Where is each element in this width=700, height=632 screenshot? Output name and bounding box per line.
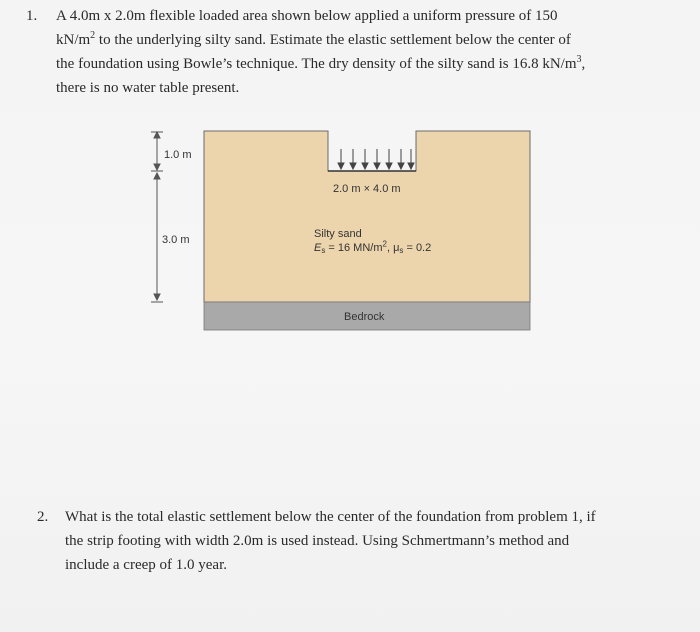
soil-properties-label: $E_s = 16$ $MN/m^2$, $\mu_s = 0.2$ bbox=[314, 239, 432, 255]
question-1-line-4: there is no water table present. bbox=[56, 80, 240, 96]
question-2-line-2: the strip footing with width 2.0m is used instead. Using Schmertmann’s method and bbox=[65, 533, 570, 549]
question-1-line-1: A 4.0m x 2.0m flexible loaded area shown below applied a uniform pressure of 150 bbox=[56, 8, 558, 24]
question-1-line-3: the foundation using Bowle’s technique. The dry density of the silty sand is 16.8 $kN/m^3$, bbox=[56, 54, 586, 72]
footing-size-label: 2.0 m × 4.0 m bbox=[333, 183, 401, 195]
load-arrows bbox=[338, 149, 414, 169]
depth-label-layer: 3.0 m bbox=[162, 234, 190, 246]
depth-label-top: 1.0 m bbox=[164, 149, 192, 161]
bedrock-label: Bedrock bbox=[344, 311, 385, 323]
question-1-number: 1. bbox=[26, 8, 38, 24]
depth-dimension bbox=[151, 132, 163, 302]
question-2-line-1: What is the total elastic settlement below the center of the foundation from problem 1, if bbox=[65, 509, 596, 525]
silty-sand-layer bbox=[204, 131, 530, 302]
question-2-line-3: include a creep of 1.0 year. bbox=[65, 557, 228, 573]
question-2-number: 2. bbox=[37, 509, 49, 525]
soil-name-label: Silty sand bbox=[314, 228, 362, 240]
question-1-line-2: $kN/m^2$ to the underlying silty sand. Estimate the elastic settlement below the center of bbox=[56, 30, 571, 48]
